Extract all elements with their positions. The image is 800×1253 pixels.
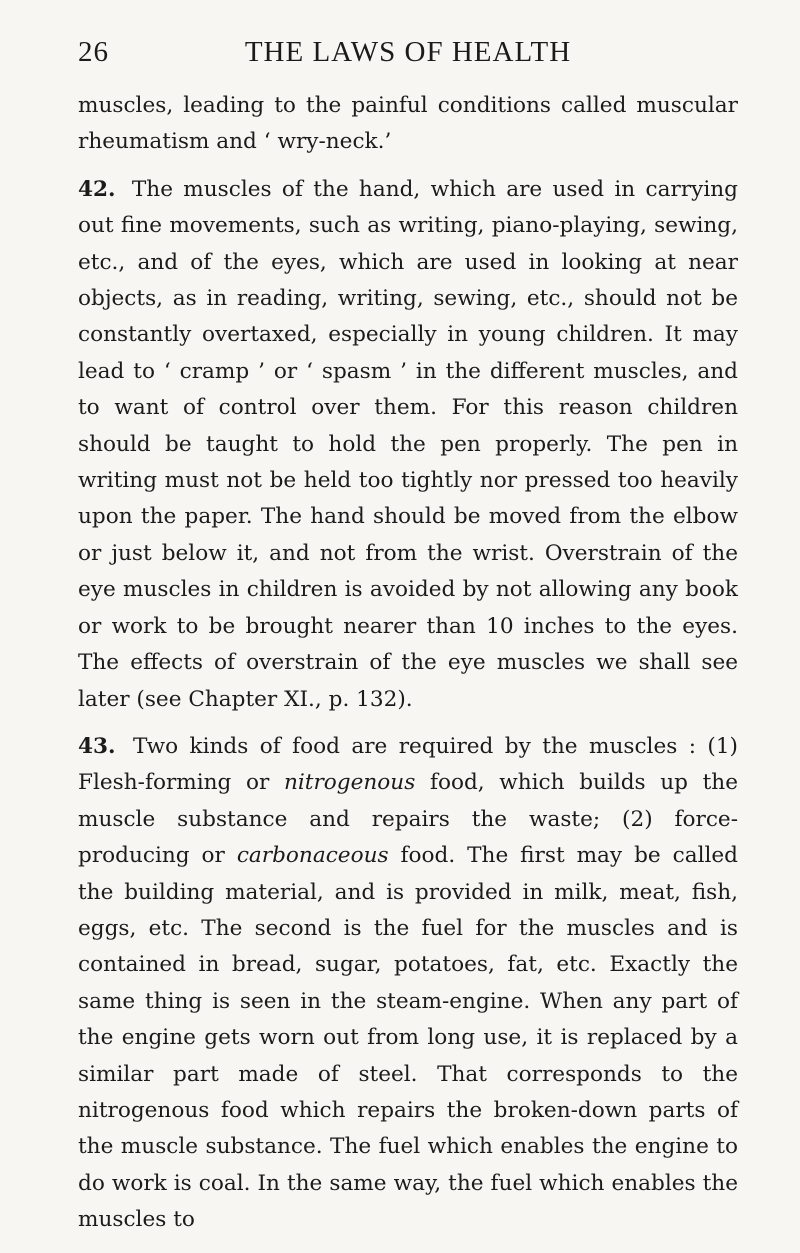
paragraph-text: The muscles of the hand, which are used in carrying out fine movements, such as writing, piano-playing, sewing, etc., and of the eyes, which are used in looking at near objects, as in reading, writing, sewing, etc., should not be constantly overtaxed, especially in young children. It may lead to ‘ cramp ’ or ‘ spasm ’ in the different muscles, and to want of control over them. For this reason children should be taught to hold the pen properly. The pen in writing must not be held too tightly nor pressed too heavily upon the paper. The hand should be moved from the elbow or just below it, and not from the wrist. Overstrain of the eye muscles in children is avoided by not allowing any book or work to be brought nearer than 10 inches to the eyes. The effects of overstrain of the eye muscles we shall see later (see Chapter XI., p. 132). — [78, 176, 738, 712]
paragraph-text-part: Two kinds of food are required by the muscles : (1) Flesh-forming or — [78, 733, 738, 796]
italic-term: carbonaceous — [236, 843, 389, 869]
paragraph-text: muscles, leading to the painful conditions called muscular rheumatism and ‘ wry-neck.’ — [78, 93, 738, 155]
page-header — [78, 30, 738, 74]
body-text — [78, 88, 738, 1239]
italic-term: nitrogenous — [283, 770, 416, 796]
paragraph-text-part: food, which builds up the muscle substance and repairs the waste; (2) force-producing or — [78, 770, 738, 869]
paragraph-number: 43. — [78, 733, 116, 759]
paragraph-text-part: food. The first may be called the building material, and is provided in milk, meat, fish, eggs, etc. The second is the fuel for the muscles and is contained in bread, sugar, potatoes, fat, etc. Exactly the same thing is seen in the steam-engine. When any part of the engine gets worn out from long use, it is replaced by a similar part made of steel. That corresponds to the nitrogenous food which repairs the broken-down parts of the muscle substance. The fuel which enables the engine to do work is coal. In the same way, the fuel which enables the muscles to — [78, 843, 738, 1233]
page-number: 26 — [78, 36, 109, 68]
paragraph-number: 42. — [78, 176, 116, 202]
paragraph-43 — [78, 729, 738, 1239]
running-title: THE LAWS OF HEALTH — [244, 36, 572, 68]
paragraph-42 — [78, 172, 738, 718]
paragraph-continuation — [78, 88, 738, 161]
book-page — [78, 30, 738, 1250]
